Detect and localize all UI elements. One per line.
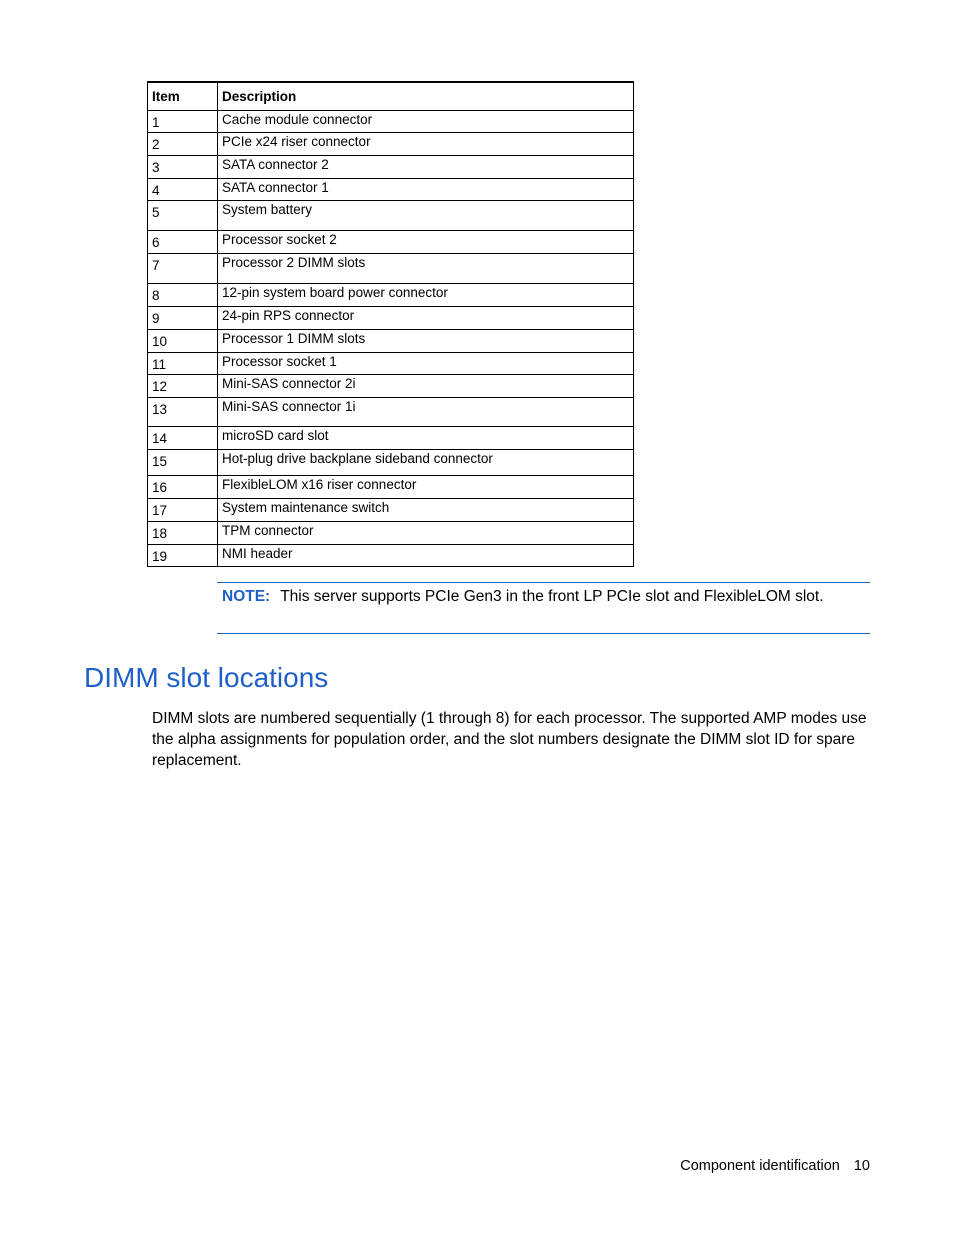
- page-number: 10: [853, 1158, 870, 1174]
- item-description: microSD card slot: [218, 427, 634, 450]
- table-row: [148, 201, 634, 231]
- table-row: [148, 427, 634, 450]
- item-description: SATA connector 2: [218, 156, 634, 179]
- table-row: [148, 330, 634, 353]
- column-header-item: Item: [148, 82, 218, 111]
- item-number: 13: [148, 398, 218, 427]
- section-paragraph: DIMM slots are numbered sequentially (1 through 8) for each processor. The supported AMP modes use the alpha assignments for population order, and the slot numbers designate the DIMM slot ID for spare replacement.: [152, 710, 867, 769]
- column-header-description: Description: [218, 82, 634, 111]
- table-row: [148, 545, 634, 567]
- page-footer: [680, 1158, 870, 1174]
- table-row: [148, 398, 634, 427]
- item-description: TPM connector: [218, 522, 634, 545]
- table-row: [148, 375, 634, 398]
- item-number: 19: [148, 545, 218, 567]
- section-heading: DIMM slot locations: [84, 662, 329, 693]
- table-row: [148, 307, 634, 330]
- table-row: [148, 522, 634, 545]
- item-number: 2: [148, 133, 218, 156]
- item-number: 6: [148, 231, 218, 254]
- item-description: SATA connector 1: [218, 179, 634, 201]
- item-number: 7: [148, 254, 218, 284]
- item-number: 3: [148, 156, 218, 179]
- item-number: 4: [148, 179, 218, 201]
- table-header-row: [148, 82, 634, 111]
- table-row: [148, 156, 634, 179]
- table-row: [148, 353, 634, 375]
- table-row: [148, 231, 634, 254]
- item-description: System maintenance switch: [218, 499, 634, 522]
- item-number: 11: [148, 353, 218, 375]
- item-number: 1: [148, 111, 218, 133]
- table-row: [148, 450, 634, 476]
- item-number: 8: [148, 284, 218, 307]
- item-number: 10: [148, 330, 218, 353]
- table-row: [148, 254, 634, 284]
- item-number: 5: [148, 201, 218, 231]
- item-number: 16: [148, 476, 218, 499]
- item-description: Mini-SAS connector 1i: [218, 398, 634, 427]
- item-description: Mini-SAS connector 2i: [218, 375, 634, 398]
- table-row: [148, 284, 634, 307]
- note-content: [222, 588, 824, 606]
- note-box: [217, 582, 870, 634]
- item-description: FlexibleLOM x16 riser connector: [218, 476, 634, 499]
- item-description: Processor socket 2: [218, 231, 634, 254]
- item-number: 17: [148, 499, 218, 522]
- table-row: [148, 179, 634, 201]
- footer-section-name: Component identification: [680, 1158, 840, 1174]
- item-number: 14: [148, 427, 218, 450]
- item-number: 15: [148, 450, 218, 476]
- item-description: Processor socket 1: [218, 353, 634, 375]
- table-row: [148, 476, 634, 499]
- item-description: System battery: [218, 201, 634, 231]
- item-number: 9: [148, 307, 218, 330]
- note-label: NOTE:: [222, 588, 271, 605]
- item-description: Hot-plug drive backplane sideband connector: [218, 450, 634, 476]
- table-row: [148, 133, 634, 156]
- item-description: Cache module connector: [218, 111, 634, 133]
- item-description: 24-pin RPS connector: [218, 307, 634, 330]
- item-description: Processor 1 DIMM slots: [218, 330, 634, 353]
- component-table: [147, 81, 634, 567]
- table-row: [148, 499, 634, 522]
- note-text: This server supports PCIe Gen3 in the front LP PCIe slot and FlexibleLOM slot.: [280, 588, 824, 605]
- item-description: 12-pin system board power connector: [218, 284, 634, 307]
- item-description: NMI header: [218, 545, 634, 567]
- item-description: Processor 2 DIMM slots: [218, 254, 634, 284]
- table-row: [148, 111, 634, 133]
- item-number: 12: [148, 375, 218, 398]
- item-number: 18: [148, 522, 218, 545]
- item-description: PCIe x24 riser connector: [218, 133, 634, 156]
